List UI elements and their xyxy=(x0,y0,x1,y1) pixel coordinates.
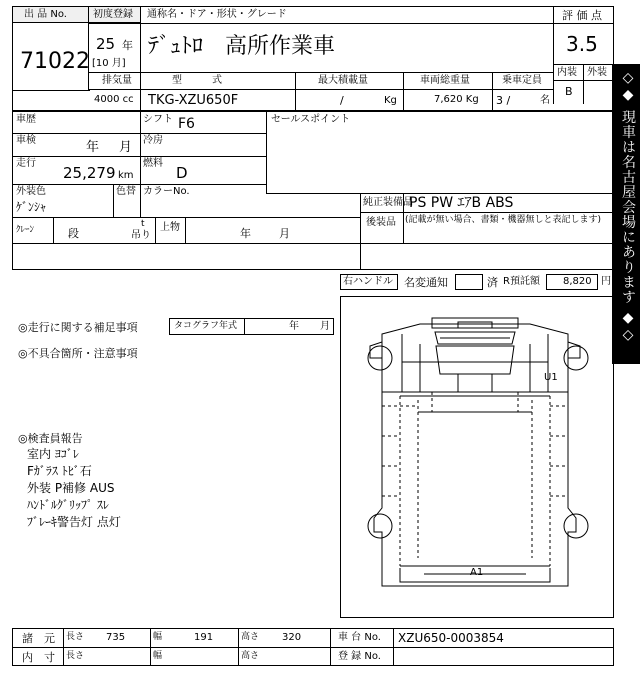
color-code-label: カラーNo. xyxy=(143,186,190,197)
recycle-unit: 円 xyxy=(601,276,611,287)
interior-grade: B xyxy=(565,85,573,98)
lot-no-label: 出 品 No. xyxy=(24,9,67,20)
interior-label: 内装 xyxy=(557,67,577,78)
defects-label: ◎不具合箇所・注意事項 xyxy=(18,347,138,360)
vehicle-name: ﾃﾞｭﾄﾛ 高所作業車 xyxy=(148,34,336,59)
recycle-amount: 8,820 xyxy=(563,276,592,287)
cooler-label: 冷房 xyxy=(143,135,163,146)
chassis-label: 車 台 No. xyxy=(338,632,381,643)
inspector-line: ﾊﾝﾄﾞﾙｸﾞﾘｯﾌﾟ ｽﾚ xyxy=(27,498,109,512)
length-value: 735 xyxy=(106,632,126,643)
cab-outline xyxy=(382,324,568,392)
inspector-line: 室内 ﾖｺﾞﾚ xyxy=(27,447,79,461)
reg-no-label: 登 録 No. xyxy=(338,651,381,662)
driving-remarks-label: ◎走行に関する補足事項 xyxy=(18,321,138,334)
history-label: 車歴 xyxy=(16,114,36,125)
inner-height-label: 高さ xyxy=(241,651,260,661)
tacho-year-unit: 年 xyxy=(289,321,299,332)
color-label: 外装色 xyxy=(16,186,46,197)
color-change-label: 色替 xyxy=(116,186,136,197)
fuel-value: D xyxy=(176,164,188,182)
width-value: 191 xyxy=(194,632,214,643)
standard-equipment-value: PS PW ｴｱB ABS xyxy=(409,195,514,211)
inspection-year-unit: 年 xyxy=(86,140,100,155)
damage-mark-u1: U1 xyxy=(544,372,558,383)
lot-no: 71022 xyxy=(20,49,90,74)
upper-year-unit: 年 xyxy=(240,227,251,240)
name-change-label: 名変通知 xyxy=(404,276,448,289)
max-load-unit: Kg xyxy=(384,95,397,106)
crane-label: ｸﾚｰﾝ xyxy=(16,225,35,235)
body-outline xyxy=(374,392,576,586)
displacement-label: 排気量 xyxy=(102,75,132,86)
details-box xyxy=(12,111,614,270)
grade-value: 3.5 xyxy=(566,32,598,56)
first-reg-year-unit: 年 xyxy=(122,39,133,52)
inspector-label: ◎検査員報告 xyxy=(18,432,83,445)
color-value: ｹﾞﾝｼｬ xyxy=(16,200,47,214)
shift-label: シフト xyxy=(143,114,173,125)
selling-points-label: セールスポイント xyxy=(271,114,351,125)
capacity-unit: 名 xyxy=(540,95,550,106)
aftermarket-label: 後装品 xyxy=(366,217,396,228)
first-reg-year: 25 xyxy=(96,35,116,53)
damage-mark-a1: A1 xyxy=(470,567,484,578)
upper-month-unit: 月 xyxy=(279,227,290,240)
name-change-box xyxy=(455,274,483,290)
crane-stage-unit: 段 xyxy=(68,227,79,240)
mileage-label: 走行 xyxy=(16,158,36,169)
name-label: 通称名・ドア・形状・グレード xyxy=(147,9,287,20)
chassis-no: XZU650-0003854 xyxy=(398,631,504,645)
inspector-line: Fｶﾞﾗｽ ﾄﾋﾞ石 xyxy=(27,464,92,478)
inspection-label: 車検 xyxy=(16,135,36,146)
inspection-month-unit: 月 xyxy=(119,140,133,155)
fuel-label: 燃料 xyxy=(143,158,163,169)
first-reg-month: [10 月] xyxy=(92,58,126,69)
tacho-label: タコグラフ年式 xyxy=(174,321,238,331)
mileage-unit: km xyxy=(118,170,134,181)
length-label: 長さ xyxy=(66,632,85,642)
venue-notice: ◇◆ 現車は名古屋会場にあります ◆◇ xyxy=(620,70,636,344)
max-load: / xyxy=(340,94,344,107)
venue-sidebar xyxy=(612,64,640,364)
max-load-label: 最大積載量 xyxy=(318,75,368,86)
inspector-line: 外装 P補修 AUS xyxy=(27,481,115,495)
model-label: 型 式 xyxy=(172,75,222,86)
deposited-mark: 済 xyxy=(487,276,498,289)
mileage-value: 25,279 xyxy=(63,164,116,182)
crane-lift-label: 吊り xyxy=(131,230,151,241)
inner-width-label: 幅 xyxy=(153,651,163,661)
shift-value: F6 xyxy=(178,116,195,132)
inner-dims-label: 内 寸 xyxy=(22,651,55,664)
height-value: 320 xyxy=(282,632,302,643)
first-reg-label: 初度登録 xyxy=(93,9,133,20)
capacity: 3 / xyxy=(496,94,511,107)
tacho-month-unit: 月 xyxy=(320,321,330,332)
wheel-rear-left xyxy=(368,514,392,538)
exterior-label: 外装 xyxy=(587,67,607,78)
height-label: 高さ xyxy=(241,632,260,642)
right-handle: 右ハンドル xyxy=(343,276,393,287)
capacity-label: 乗車定員 xyxy=(502,75,542,86)
inspector-line: ﾌﾞﾚｰｷ警告灯 点灯 xyxy=(27,515,121,529)
width-label: 幅 xyxy=(153,632,163,642)
upper-label: 上物 xyxy=(160,222,180,233)
grade-label: 評 価 点 xyxy=(562,9,602,22)
aftermarket-note: (記載が無い場合、書類・機器無しと表記します) xyxy=(405,215,602,225)
dims-label: 諸 元 xyxy=(22,632,55,645)
displacement: 4000 cc xyxy=(94,94,134,105)
recycle-label: R預託額 xyxy=(503,276,540,287)
crane-ton-unit: t xyxy=(141,219,145,229)
standard-equipment-label: 純正装備品 xyxy=(363,197,413,208)
gross-weight-label: 車両総重量 xyxy=(420,75,470,86)
inner-length-label: 長さ xyxy=(66,651,85,661)
gross-weight: 7,620 Kg xyxy=(434,94,479,105)
model: TKG-XZU650F xyxy=(148,93,239,108)
